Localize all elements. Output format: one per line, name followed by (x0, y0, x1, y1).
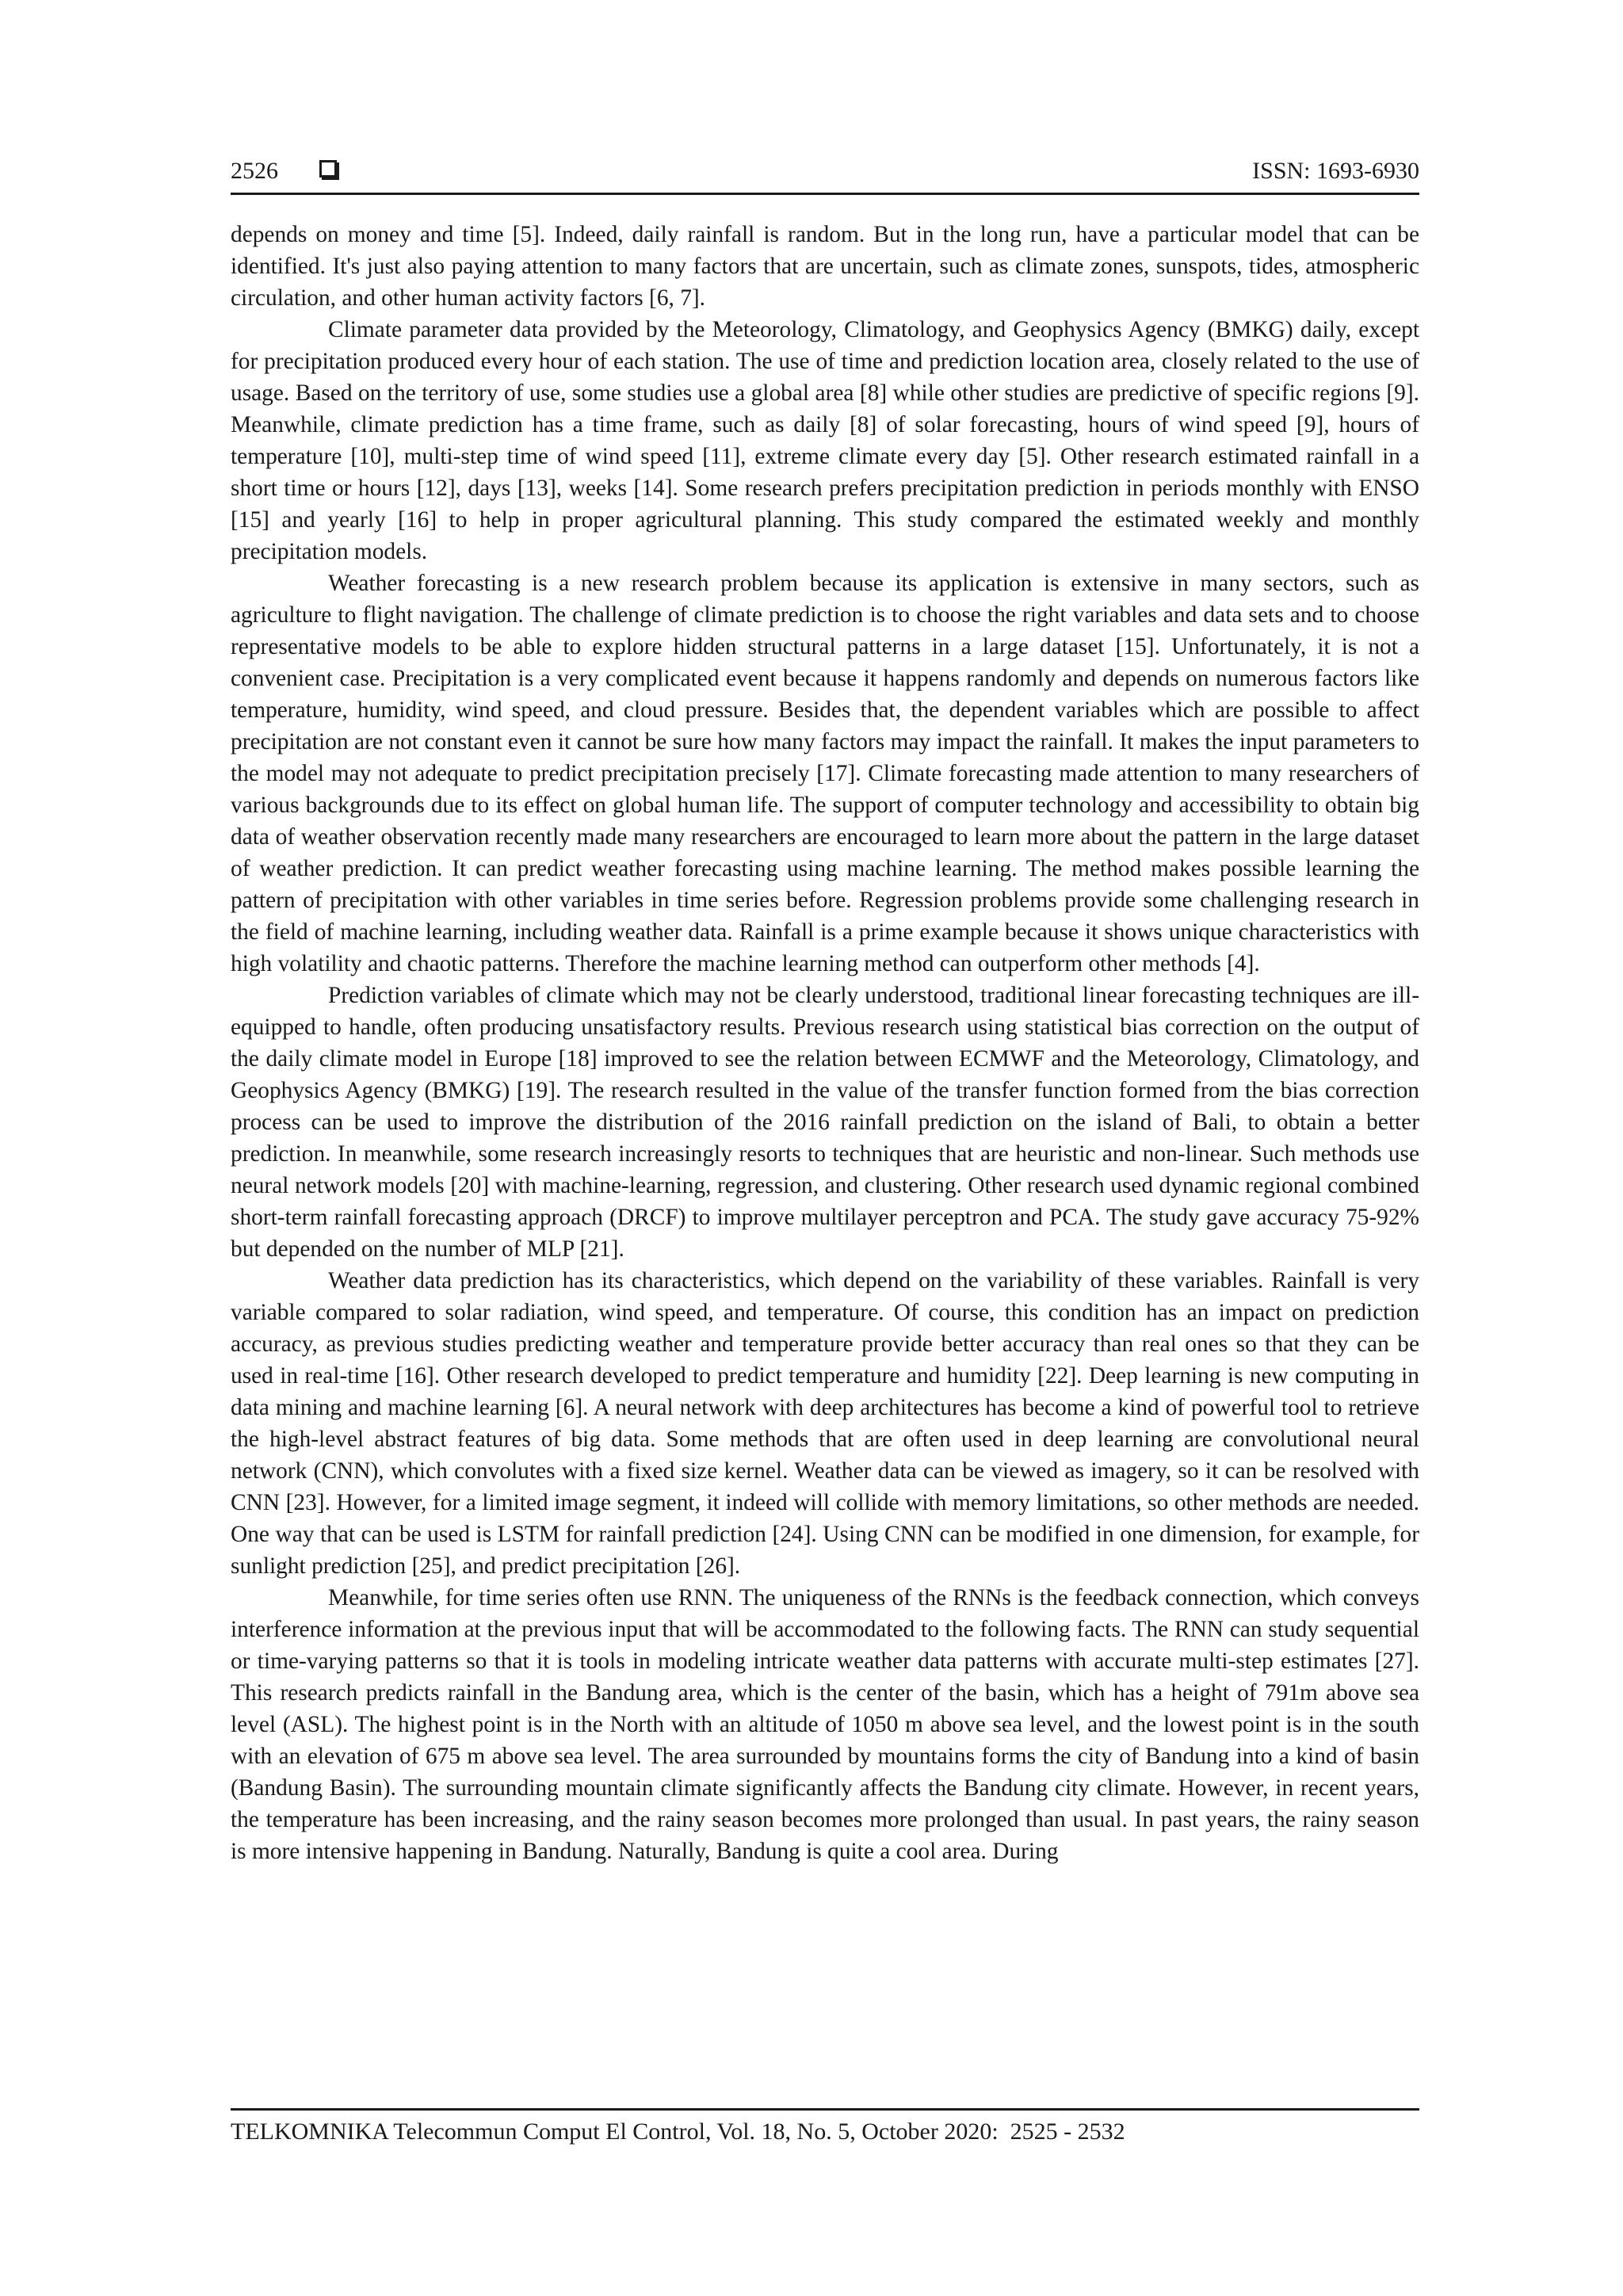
paragraph: depends on money and time [5]. Indeed, daily rainfall is random. But in the long run, have a particular model that can be identified. It's just also paying attention to many factors that are uncertain, such as climate zones, sunspots, tides, atmospheric circulation, and other human activity factors [6, 7]. (231, 222, 1419, 311)
paragraph: Prediction variables of climate which may not be clearly understood, traditional linear forecasting techniques are ill-equipped to handle, often producing unsatisfactory results. Previous research using statistical bias correction on the output of the daily climate model in Europe [18] improved to see the relation between ECMWF and the Meteorology, Climatology, and Geophysics Agency (BMKG) [19]. The research resulted in the value of the transfer function formed from the bias correction process can be used to improve the distribution of the 2016 rainfall prediction on the island of Bali, to obtain a better prediction. In meanwhile, some research increasingly resorts to techniques that are heuristic and non-linear. Such methods use neural network models [20] with machine-learning, regression, and clustering. Other research used dynamic regional combined short-term rainfall forecasting approach (DRCF) to improve multilayer perceptron and PCA. The study gave accuracy 75-92% but depended on the number of MLP [21]. (231, 983, 1419, 1262)
paragraph: Weather data prediction has its characteristics, which depend on the variability of these variables. Rainfall is very variable compared to solar radiation, wind speed, and temperature. Of course, this condition has an impact on prediction accuracy, as previous studies predicting weather and temperature provide better accuracy than real ones so that they can be used in real-time [16]. Other research developed to predict temperature and humidity [22]. Deep learning is new computing in data mining and machine learning [6]. A neural network with deep architectures has become a kind of powerful tool to retrieve the high-level abstract features of big data. Some methods that are often used in deep learning are convolutional neural network (CNN), which convolutes with a fixed size kernel. Weather data can be viewed as imagery, so it can be resolved with CNN [23]. However, for a limited image segment, it indeed will collide with memory limitations, so other methods are needed. One way that can be used is LSTM for rainfall prediction [24]. Using CNN can be modified in one dimension, for example, for sunlight prediction [25], and predict precipitation [26]. (231, 1268, 1419, 1579)
paragraph: Weather forecasting is a new research problem because its application is extensive in many sectors, such as agriculture to flight navigation. The challenge of climate prediction is to choose the right variables and data sets and to choose representative models to be able to explore hidden structural patterns in a large dataset [15]. Unfortunately, it is not a convenient case. Precipitation is a very complicated event because it happens randomly and depends on numerous factors like temperature, humidity, wind speed, and cloud pressure. Besides that, the dependent variables which are possible to affect precipitation are not constant even it cannot be sure how many factors may impact the rainfall. It makes the input parameters to the model may not adequate to predict precipitation precisely [17]. Climate forecasting made attention to many researchers of various backgrounds due to its effect on global human life. The support of computer technology and accessibility to obtain big data of weather observation recently made many researchers are encouraged to learn more about the pattern in the large dataset of weather prediction. It can predict weather forecasting using machine learning. The method makes possible learning the pattern of precipitation with other variables in time series before. Regression problems provide some challenging research in the field of machine learning, including weather data. Rainfall is a prime example because it shows unique characteristics with high volatility and chaotic patterns. Therefore the machine learning method can outperform other methods [4]. (231, 571, 1419, 976)
footer-citation: TELKOMNIKA Telecommun Comput El Control, Vol. 18, No. 5, October 2020: 2525 - 2532 (231, 2118, 1125, 2145)
page-header (231, 155, 1419, 195)
box-icon (319, 160, 337, 178)
issn-label: ISSN: 1693-6930 (1252, 158, 1419, 184)
footer-rule (231, 2108, 1419, 2111)
paragraph: Climate parameter data provided by the Meteorology, Climatology, and Geophysics Agency (BMKG) daily, except for precipitation produced every hour of each station. The use of time and prediction location area, closely related to the use of usage. Based on the territory of use, some studies use a global area [8] while other studies are predictive of specific regions [9]. Meanwhile, climate prediction has a time frame, such as daily [8] of solar forecasting, hours of wind speed [9], hours of temperature [10], multi-step time of wind speed [11], extreme climate every day [5]. Other research estimated rainfall in a short time or hours [12], days [13], weeks [14]. Some research prefers precipitation prediction in periods monthly with ENSO [15] and yearly [16] to help in proper agricultural planning. This study compared the estimated weekly and monthly precipitation models. (231, 317, 1419, 564)
body-text (231, 219, 1419, 1867)
paragraph: Meanwhile, for time series often use RNN. The uniqueness of the RNNs is the feedback connection, which conveys interference information at the previous input that will be accommodated to the following facts. The RNN can study sequential or time-varying patterns so that it is tools in modeling intricate weather data patterns with accurate multi-step estimates [27]. This research predicts rainfall in the Bandung area, which is the center of the basin, which has a height of 791m above sea level (ASL). The highest point is in the North with an altitude of 1050 m above sea level, and the lowest point is in the south with an elevation of 675 m above sea level. The area surrounded by mountains forms the city of Bandung into a kind of basin (Bandung Basin). The surrounding mountain climate significantly affects the Bandung city climate. However, in recent years, the temperature has been increasing, and the rainy season becomes more prolonged than usual. In past years, the rainy season is more intensive happening in Bandung. Naturally, Bandung is quite a cool area. During (231, 1585, 1419, 1864)
header-rule (231, 193, 1419, 195)
page-number: 2526 (231, 158, 278, 184)
